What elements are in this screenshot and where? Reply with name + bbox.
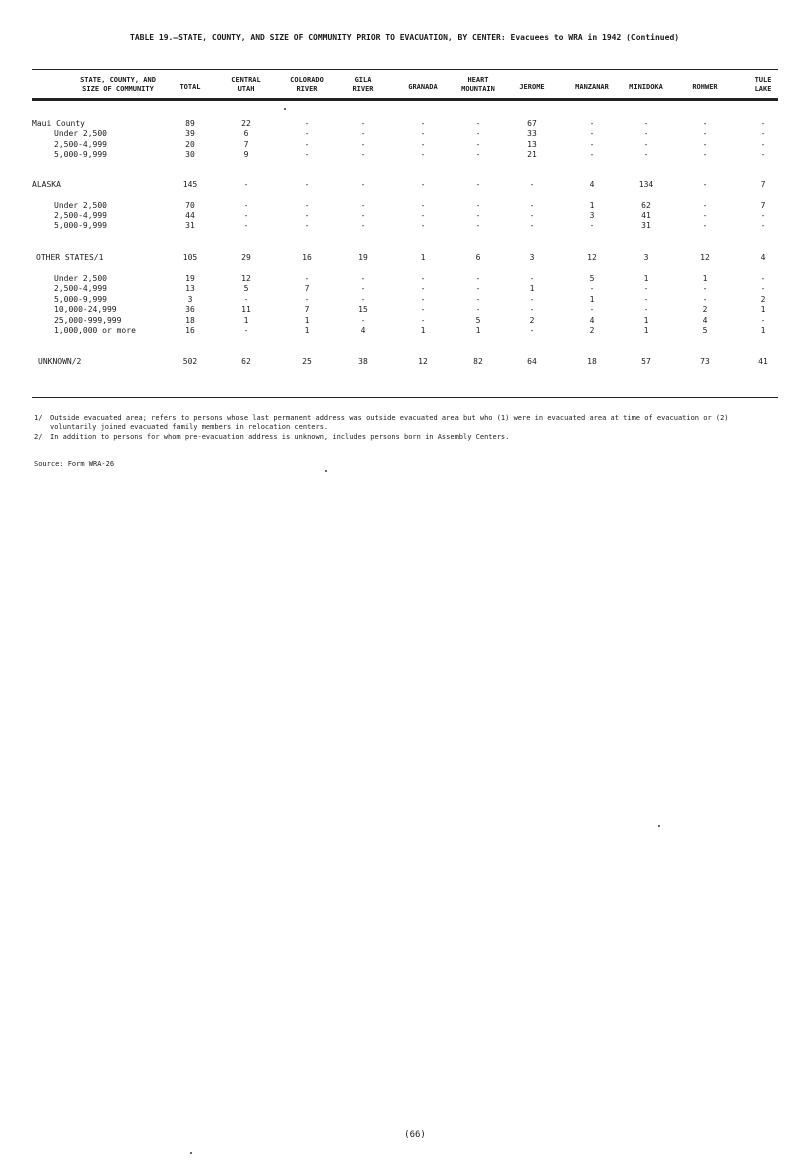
cell-value: - bbox=[304, 119, 310, 128]
cell-value: 70 bbox=[185, 201, 195, 210]
cell-value: - bbox=[475, 140, 481, 149]
cell-value: - bbox=[760, 150, 766, 159]
footnote-1-text: Outside evacuated area; refers to persons whose last permanent address was outside evacuated area but who (1) were in evacuated area at time of evacuation or (2) voluntarily joined evacuated family members in relocation centers. bbox=[50, 414, 729, 431]
cell-value: 6 bbox=[475, 253, 481, 262]
header-bottom-rule bbox=[32, 98, 778, 101]
stub-header: STATE, COUNTY, AND SIZE OF COMMUNITY bbox=[80, 76, 156, 93]
row-label: OTHER STATES/1 bbox=[36, 253, 104, 262]
column-header: GRANADA bbox=[408, 83, 438, 91]
cell-value: 5 bbox=[243, 284, 249, 293]
cell-value: 7 bbox=[304, 284, 310, 293]
cell-value: - bbox=[589, 119, 595, 128]
cell-value: 7 bbox=[304, 305, 310, 314]
cell-value: - bbox=[420, 295, 426, 304]
cell-value: - bbox=[702, 140, 708, 149]
cell-value: 1 bbox=[643, 316, 649, 325]
cell-value: 64 bbox=[527, 357, 537, 366]
row-label: 5,000-9,999 bbox=[54, 295, 107, 304]
cell-value: - bbox=[589, 284, 595, 293]
row-label: Under 2,500 bbox=[54, 201, 107, 210]
cell-value: - bbox=[760, 211, 766, 220]
cell-value: - bbox=[243, 221, 249, 230]
row-label: 10,000-24,999 bbox=[54, 305, 117, 314]
cell-value: - bbox=[643, 150, 649, 159]
cell-value: - bbox=[420, 221, 426, 230]
cell-value: - bbox=[243, 180, 249, 189]
cell-value: - bbox=[360, 119, 366, 128]
cell-value: - bbox=[760, 221, 766, 230]
cell-value: - bbox=[529, 305, 535, 314]
cell-value: 5 bbox=[702, 326, 708, 335]
cell-value: 1 bbox=[420, 253, 426, 262]
cell-value: - bbox=[420, 201, 426, 210]
cell-value: - bbox=[420, 211, 426, 220]
cell-value: - bbox=[420, 316, 426, 325]
row-label: UNKNOWN/2 bbox=[38, 357, 82, 366]
cell-value: 12 bbox=[241, 274, 251, 283]
cell-value: 18 bbox=[185, 316, 195, 325]
cell-value: - bbox=[589, 129, 595, 138]
cell-value: - bbox=[529, 221, 535, 230]
cell-value: - bbox=[529, 274, 535, 283]
cell-value: 1 bbox=[529, 284, 535, 293]
cell-value: - bbox=[304, 274, 310, 283]
table-row bbox=[32, 221, 778, 231]
cell-value: 1 bbox=[643, 326, 649, 335]
cell-value: - bbox=[360, 201, 366, 210]
cell-value: 18 bbox=[587, 357, 597, 366]
cell-value: 7 bbox=[243, 140, 249, 149]
cell-value: 41 bbox=[641, 211, 651, 220]
table-row bbox=[32, 201, 778, 211]
cell-value: - bbox=[304, 211, 310, 220]
cell-value: 4 bbox=[760, 253, 766, 262]
cell-value: - bbox=[475, 295, 481, 304]
cell-value: - bbox=[643, 305, 649, 314]
table-row bbox=[32, 357, 778, 367]
cell-value: - bbox=[304, 180, 310, 189]
cell-value: - bbox=[475, 129, 481, 138]
footnotes bbox=[34, 414, 774, 443]
cell-value: - bbox=[643, 119, 649, 128]
cell-value: - bbox=[589, 140, 595, 149]
cell-value: 1 bbox=[643, 274, 649, 283]
cell-value: - bbox=[360, 211, 366, 220]
row-label: Under 2,500 bbox=[54, 274, 107, 283]
cell-value: - bbox=[643, 129, 649, 138]
cell-value: 4 bbox=[589, 180, 595, 189]
row-label: 5,000-9,999 bbox=[54, 150, 107, 159]
cell-value: 2 bbox=[760, 295, 766, 304]
cell-value: - bbox=[475, 274, 481, 283]
cell-value: - bbox=[529, 180, 535, 189]
table-row bbox=[32, 180, 778, 190]
cell-value: 105 bbox=[182, 253, 198, 262]
cell-value: 3 bbox=[529, 253, 535, 262]
source-note: Source: Form WRA-26 bbox=[34, 460, 115, 468]
scan-speck bbox=[325, 470, 327, 472]
cell-value: - bbox=[360, 180, 366, 189]
cell-value: - bbox=[702, 211, 708, 220]
column-header: MINIDOKA bbox=[629, 83, 663, 91]
cell-value: 7 bbox=[760, 201, 766, 210]
cell-value: - bbox=[643, 295, 649, 304]
column-header: TOTAL bbox=[179, 83, 201, 91]
cell-value: - bbox=[702, 150, 708, 159]
cell-value: - bbox=[304, 150, 310, 159]
column-header: ROHWER bbox=[692, 83, 718, 91]
cell-value: - bbox=[529, 326, 535, 335]
cell-value: - bbox=[760, 284, 766, 293]
cell-value: - bbox=[702, 119, 708, 128]
footnote-1-mark: 1/ bbox=[34, 414, 43, 422]
scan-speck bbox=[658, 825, 660, 827]
cell-value: - bbox=[475, 201, 481, 210]
cell-value: 16 bbox=[185, 326, 195, 335]
scan-speck bbox=[284, 108, 286, 110]
column-header: COLORADO RIVER bbox=[290, 76, 324, 93]
cell-value: - bbox=[702, 201, 708, 210]
table-row bbox=[32, 284, 778, 294]
cell-value: 29 bbox=[241, 253, 251, 262]
cell-value: - bbox=[475, 119, 481, 128]
footnote-2-text: In addition to persons for whom pre-evacuation address is unknown, includes persons born in Assembly Centers. bbox=[50, 433, 510, 441]
table-row bbox=[32, 326, 778, 336]
row-label: 5,000-9,999 bbox=[54, 221, 107, 230]
cell-value: 30 bbox=[185, 150, 195, 159]
cell-value: 1 bbox=[760, 305, 766, 314]
cell-value: 134 bbox=[638, 180, 654, 189]
cell-value: - bbox=[304, 295, 310, 304]
cell-value: 12 bbox=[587, 253, 597, 262]
cell-value: - bbox=[243, 295, 249, 304]
cell-value: - bbox=[360, 150, 366, 159]
cell-value: 1 bbox=[589, 201, 595, 210]
cell-value: - bbox=[420, 180, 426, 189]
column-header: MANZANAR bbox=[575, 83, 609, 91]
row-label: ALASKA bbox=[32, 180, 61, 189]
cell-value: 22 bbox=[241, 119, 251, 128]
cell-value: - bbox=[304, 201, 310, 210]
cell-value: - bbox=[702, 221, 708, 230]
cell-value: 16 bbox=[302, 253, 312, 262]
cell-value: 1 bbox=[475, 326, 481, 335]
table-row bbox=[32, 211, 778, 221]
cell-value: 82 bbox=[473, 357, 483, 366]
cell-value: 73 bbox=[700, 357, 710, 366]
cell-value: - bbox=[243, 201, 249, 210]
cell-value: 13 bbox=[527, 140, 537, 149]
cell-value: 36 bbox=[185, 305, 195, 314]
footnote-1 bbox=[34, 414, 774, 432]
cell-value: 25 bbox=[302, 357, 312, 366]
row-label: 2,500-4,999 bbox=[54, 211, 107, 220]
cell-value: 19 bbox=[185, 274, 195, 283]
cell-value: - bbox=[420, 129, 426, 138]
cell-value: 1 bbox=[702, 274, 708, 283]
cell-value: 2 bbox=[589, 326, 595, 335]
row-label: 2,500-4,999 bbox=[54, 140, 107, 149]
cell-value: 20 bbox=[185, 140, 195, 149]
row-label: 25,000-999,999 bbox=[54, 316, 122, 325]
column-header: GILA RIVER bbox=[352, 76, 374, 93]
cell-value: 1 bbox=[589, 295, 595, 304]
cell-value: 44 bbox=[185, 211, 195, 220]
cell-value: - bbox=[420, 150, 426, 159]
cell-value: - bbox=[360, 129, 366, 138]
cell-value: 1 bbox=[420, 326, 426, 335]
table-row bbox=[32, 305, 778, 315]
cell-value: - bbox=[760, 316, 766, 325]
cell-value: - bbox=[760, 119, 766, 128]
cell-value: 31 bbox=[185, 221, 195, 230]
cell-value: - bbox=[702, 284, 708, 293]
cell-value: - bbox=[420, 274, 426, 283]
cell-value: - bbox=[589, 305, 595, 314]
cell-value: - bbox=[702, 180, 708, 189]
cell-value: - bbox=[529, 201, 535, 210]
cell-value: - bbox=[760, 140, 766, 149]
cell-value: - bbox=[304, 129, 310, 138]
cell-value: - bbox=[243, 211, 249, 220]
cell-value: - bbox=[304, 140, 310, 149]
cell-value: 19 bbox=[358, 253, 368, 262]
page-number: (66) bbox=[404, 1130, 426, 1140]
cell-value: - bbox=[360, 274, 366, 283]
cell-value: 5 bbox=[475, 316, 481, 325]
table-row bbox=[32, 129, 778, 139]
cell-value: - bbox=[760, 129, 766, 138]
cell-value: 1 bbox=[304, 326, 310, 335]
cell-value: - bbox=[360, 221, 366, 230]
cell-value: 2 bbox=[702, 305, 708, 314]
cell-value: 2 bbox=[529, 316, 535, 325]
table-row bbox=[32, 316, 778, 326]
cell-value: 502 bbox=[182, 357, 198, 366]
row-label: Under 2,500 bbox=[54, 129, 107, 138]
cell-value: 6 bbox=[243, 129, 249, 138]
cell-value: - bbox=[304, 221, 310, 230]
column-header: TULE LAKE bbox=[754, 76, 772, 93]
cell-value: 67 bbox=[527, 119, 537, 128]
cell-value: 38 bbox=[358, 357, 368, 366]
cell-value: 13 bbox=[185, 284, 195, 293]
cell-value: - bbox=[360, 140, 366, 149]
column-header: CENTRAL UTAH bbox=[231, 76, 261, 93]
cell-value: 15 bbox=[358, 305, 368, 314]
cell-value: 3 bbox=[643, 253, 649, 262]
scan-speck bbox=[190, 1152, 192, 1154]
cell-value: 62 bbox=[641, 201, 651, 210]
cell-value: 145 bbox=[182, 180, 198, 189]
cell-value: - bbox=[702, 295, 708, 304]
footnote-2-mark: 2/ bbox=[34, 433, 43, 441]
column-header: HEART MOUNTAIN bbox=[461, 76, 495, 93]
cell-value: 12 bbox=[418, 357, 428, 366]
cell-value: 31 bbox=[641, 221, 651, 230]
cell-value: 4 bbox=[360, 326, 366, 335]
cell-value: - bbox=[420, 305, 426, 314]
cell-value: - bbox=[243, 326, 249, 335]
cell-value: 4 bbox=[702, 316, 708, 325]
row-label: 1,000,000 or more bbox=[54, 326, 136, 335]
cell-value: 3 bbox=[589, 211, 595, 220]
cell-value: 4 bbox=[589, 316, 595, 325]
cell-value: - bbox=[475, 150, 481, 159]
cell-value: 1 bbox=[760, 326, 766, 335]
cell-value: 33 bbox=[527, 129, 537, 138]
row-label: Maui County bbox=[32, 119, 85, 128]
cell-value: - bbox=[475, 211, 481, 220]
cell-value: - bbox=[475, 284, 481, 293]
cell-value: 5 bbox=[589, 274, 595, 283]
cell-value: - bbox=[360, 316, 366, 325]
row-label: 2,500-4,999 bbox=[54, 284, 107, 293]
cell-value: - bbox=[589, 221, 595, 230]
cell-value: 21 bbox=[527, 150, 537, 159]
cell-value: - bbox=[420, 119, 426, 128]
cell-value: 9 bbox=[243, 150, 249, 159]
table-row bbox=[32, 274, 778, 284]
cell-value: - bbox=[702, 129, 708, 138]
table-row bbox=[32, 150, 778, 160]
table-row bbox=[32, 140, 778, 150]
cell-value: 7 bbox=[760, 180, 766, 189]
cell-value: - bbox=[420, 284, 426, 293]
cell-value: - bbox=[360, 295, 366, 304]
cell-value: 1 bbox=[304, 316, 310, 325]
column-header: JEROME bbox=[519, 83, 545, 91]
cell-value: - bbox=[589, 150, 595, 159]
cell-value: 3 bbox=[187, 295, 193, 304]
cell-value: 12 bbox=[700, 253, 710, 262]
cell-value: - bbox=[420, 140, 426, 149]
cell-value: - bbox=[475, 180, 481, 189]
cell-value: - bbox=[475, 305, 481, 314]
footnote-2 bbox=[34, 433, 774, 442]
cell-value: - bbox=[529, 211, 535, 220]
cell-value: 41 bbox=[758, 357, 768, 366]
cell-value: 1 bbox=[243, 316, 249, 325]
cell-value: 11 bbox=[241, 305, 251, 314]
cell-value: - bbox=[643, 140, 649, 149]
table-bottom-rule bbox=[32, 397, 778, 398]
cell-value: 62 bbox=[241, 357, 251, 366]
cell-value: - bbox=[360, 284, 366, 293]
table-row bbox=[32, 253, 778, 263]
cell-value: 39 bbox=[185, 129, 195, 138]
cell-value: - bbox=[643, 284, 649, 293]
header-top-rule bbox=[32, 69, 778, 70]
cell-value: 89 bbox=[185, 119, 195, 128]
cell-value: - bbox=[529, 295, 535, 304]
cell-value: - bbox=[475, 221, 481, 230]
cell-value: - bbox=[760, 274, 766, 283]
cell-value: 57 bbox=[641, 357, 651, 366]
table-row bbox=[32, 295, 778, 305]
table-title: TABLE 19.—STATE, COUNTY, AND SIZE OF COMMUNITY PRIOR TO EVACUATION, BY CENTER: Evacuees to WRA in 1942 (Continued) bbox=[130, 33, 680, 42]
table-row bbox=[32, 119, 778, 129]
